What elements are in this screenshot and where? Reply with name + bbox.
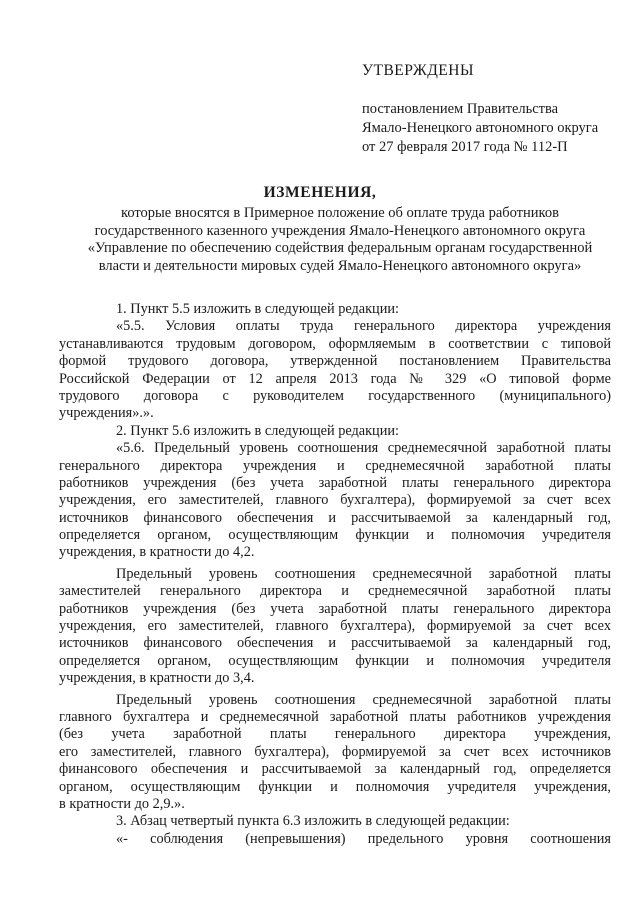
body-line: учреждения, его заместителей, главного бухгалтера), формируемой за счет всех [59,492,611,509]
body-line: работников учреждения (без учета заработной платы генерального директора [59,600,611,617]
decree-line: Ямало-Ненецкого автономного округа [362,120,599,136]
body-line: «- соблюдения (непревышения) предельного уровня соотношения [116,830,611,847]
body-line: учреждения, его заместителей, главного бухгалтера), формируемой за счет всех [59,618,611,635]
body-line: 1. Пункт 5.5 изложить в следующей редакции: [116,301,399,317]
body-line: Российской Федерации от 12 апреля 2013 года № 329 «О типовой форме [59,370,611,387]
approved-label: УТВЕРЖДЕНЫ [362,62,474,79]
body-line: работников учреждения (без учета заработной платы генерального директора [59,474,611,491]
body-line: учреждения, в кратности до 3,4. [59,670,255,687]
body-line: Предельный уровень соотношения среднемесячной заработной платы [116,565,611,582]
body-line: определяется органом, осуществляющим функции и полномочия учредителя [59,652,611,669]
body-line: «5.5. Условия оплаты труда генерального директора учреждения [116,318,611,335]
body-line: формой трудового договора, утвержденной постановлением Правительства [59,353,611,370]
body-line: в кратности до 2,9.». [59,795,185,812]
decree-reference [362,100,598,157]
subtitle-line: которые вносятся в Примерное положение об оплате труда работников [121,205,559,221]
body-line: 2. Пункт 5.6 изложить в следующей редакции: [116,422,399,439]
body-line: финансового обеспечения и рассчитываемой за календарный год, определяется [59,761,611,778]
body-line: учреждения».». [59,405,154,422]
subtitle-line: государственного казенного учреждения Ямало-Ненецкого автономного округа [94,222,586,239]
decree-line: постановлением Правительства [362,101,559,117]
body-line: источников финансового обеспечения и рассчитываемой за календарный год, [59,509,611,526]
body-line: источников финансового обеспечения и рассчитываемой за календарный год, [59,635,611,652]
body-line: его заместителей, главного бухгалтера), формируемой за счет всех источников [59,743,611,760]
body-line: Предельный уровень соотношения среднемесячной заработной платы [116,691,611,708]
subtitle-line: власти и деятельности мировых судей Ямало-Ненецкого автономного округа» [98,257,582,274]
body-line: органом, осуществляющим функции и полномочия учредителя учреждения, [59,778,611,795]
body-line: учреждения, в кратности до 4,2. [59,544,255,561]
body-line: главного бухгалтера и среднемесячной заработной платы работников учреждения [59,708,611,725]
document-subtitle [70,205,610,275]
body-line: трудового договора с руководителем государственного (муниципального) [59,387,611,404]
body-line: 3. Абзац четвертый пункта 6.3 изложить в следующей редакции: [116,813,510,830]
subtitle-line: «Управление по обеспечению содействия федеральным органам государственной [87,240,593,256]
decree-line: от 27 февраля 2017 года № 112-П [362,139,568,155]
body-line: (без учета заработной платы генерального директора учреждения, [59,726,611,743]
document-body [59,301,611,848]
body-line: заместителей генерального директора и среднемесячной заработной платы [59,583,611,600]
body-line: устанавливаются трудовым договором, оформляемым в соответствии с типовой [59,335,611,352]
document-title: ИЗМЕНЕНИЯ, [263,184,377,201]
body-line: определяется органом, осуществляющим функции и полномочия учредителя [59,527,611,544]
body-line: «5.6. Предельный уровень соотношения среднемесячной заработной платы [116,440,611,457]
body-line: генерального директора учреждения и среднемесячной заработной платы [59,457,611,474]
